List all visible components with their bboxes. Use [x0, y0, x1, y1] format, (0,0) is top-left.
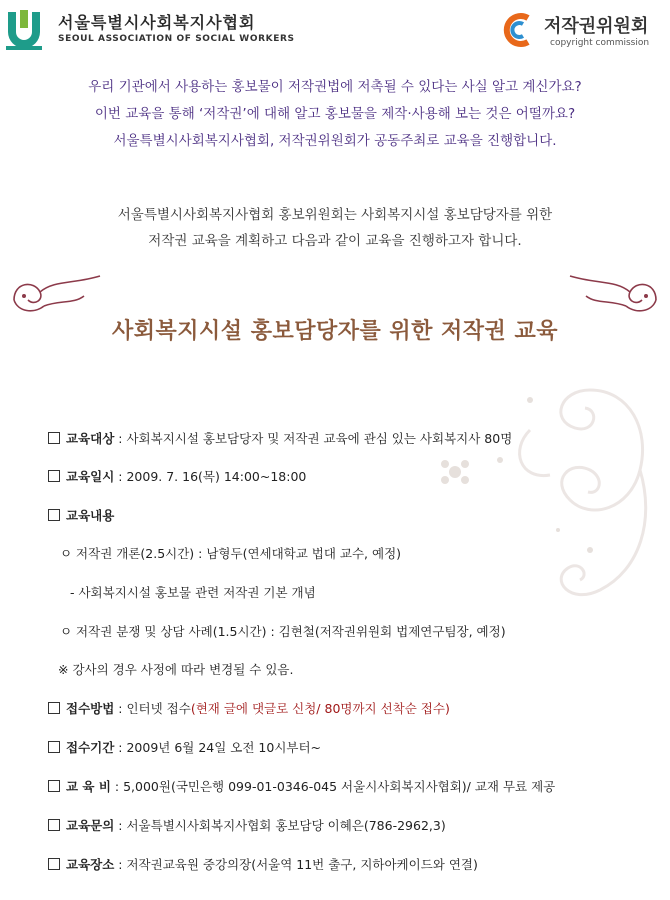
purpose-line: 저작권 교육을 계획하고 다음과 같이 교육을 진행하고자 합니다. — [148, 233, 522, 249]
detail-row-content — [48, 506, 114, 524]
checkbox-icon — [48, 819, 60, 831]
content-note: ※ 강사의 경우 사정에 따라 변경될 수 있음. — [58, 662, 294, 677]
checkbox-icon — [48, 470, 60, 482]
copyright-commission-logo-icon — [498, 10, 538, 50]
detail-label: 교육문의 — [66, 818, 115, 833]
copyright-commission-logo — [498, 10, 668, 54]
checkbox-icon — [48, 509, 60, 521]
header — [0, 0, 670, 60]
checkbox-icon — [48, 741, 60, 753]
detail-row-method — [48, 699, 450, 717]
detail-value: : 5,000원(국민은행 099-01-0346-045 서울시사회복지사협회)/ 교재 무료 제공 — [110, 779, 556, 794]
detail-label: 교 육 비 — [66, 779, 111, 794]
swirl-decoration-icon — [440, 370, 665, 610]
seoul-social-workers-logo-icon — [2, 8, 46, 52]
intro-line: 이번 교육을 통해 ‘저작권’에 대해 알고 홍보물을 제작·사용해 보는 것은 어떨까요? — [94, 106, 576, 122]
purpose-line: 서울특별시사회복지사협회 홍보위원회는 사회복지시설 홍보담당자를 위한 — [117, 207, 553, 223]
detail-label: 교육장소 — [66, 857, 115, 872]
detail-row-datetime — [48, 467, 306, 485]
left-org-korean-name: 서울특별시사회복지사협회 — [58, 13, 256, 32]
detail-value: : 서울특별시사회복지사협회 홍보담당 이혜은(786-2962,3) — [114, 818, 446, 833]
content-item: ㅇ 저작권 분쟁 및 상담 사례(1.5시간) : 김현철(저작권위원회 법제연구팀장, 예정) — [60, 624, 506, 639]
checkbox-icon — [48, 432, 60, 444]
checkbox-icon — [48, 702, 60, 714]
detail-row-fee — [48, 777, 555, 795]
intro-line: 우리 기관에서 사용하는 홍보물이 저작권법에 저촉될 수 있다는 사실 알고 계신가요? — [88, 79, 582, 95]
detail-value: : 2009. 7. 16(목) 14:00~18:00 — [114, 469, 307, 484]
checkbox-icon — [48, 858, 60, 870]
detail-label: 접수방법 — [66, 701, 115, 716]
page-title: 사회복지시설 홍보담당자를 위한 저작권 교육 — [112, 319, 558, 344]
content-subitem: - 사회복지시설 홍보물 관련 저작권 기본 개념 — [70, 585, 316, 600]
seoul-association-logo — [2, 8, 302, 52]
detail-row-target — [48, 429, 512, 447]
method-highlight: (현재 글에 댓글로 신청/ 80명까지 선착순 접수) — [190, 701, 450, 716]
detail-label: 교육대상 — [66, 431, 115, 446]
right-org-english-name: copyright commission — [550, 38, 650, 48]
left-org-english-name: SEOUL ASSOCIATION OF SOCIAL WORKERS — [58, 34, 295, 44]
detail-row-inquiry — [48, 816, 446, 834]
content-item: ㅇ 저작권 개론(2.5시간) : 남형두(연세대학교 법대 교수, 예정) — [60, 546, 402, 561]
purpose-paragraph — [0, 202, 670, 254]
intro-line: 서울특별시사회복지사협회, 저작권위원회가 공동주최로 교육을 진행합니다. — [113, 133, 557, 149]
intro-paragraph — [0, 74, 670, 155]
detail-value: : 인터넷 접수 — [114, 701, 191, 716]
right-org-korean-name: 저작권위원회 — [544, 16, 649, 37]
detail-row-period — [48, 738, 321, 756]
detail-value: : 2009년 6월 24일 오전 10시부터~ — [114, 740, 322, 755]
ornament-icon — [566, 270, 666, 320]
checkbox-icon — [48, 780, 60, 792]
detail-value: : 사회복지시설 홍보담당자 및 저작권 교육에 관심 있는 사회복지사 80명 — [114, 431, 513, 446]
detail-value: : 저작권교육원 중강의장(서울역 11번 출구, 지하아케이드와 연결) — [114, 857, 478, 872]
detail-label: 교육내용 — [66, 508, 115, 523]
ornament-icon — [4, 270, 104, 320]
detail-label: 교육일시 — [66, 469, 115, 484]
detail-label: 접수기간 — [66, 740, 115, 755]
detail-row-place — [48, 855, 478, 873]
